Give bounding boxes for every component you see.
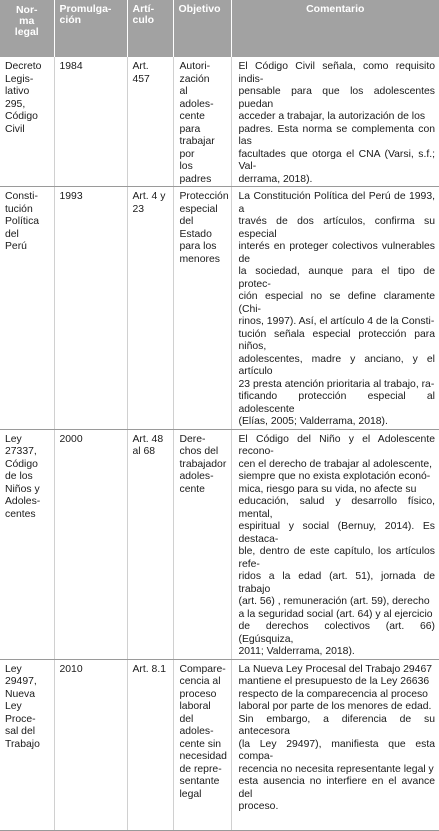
cell-promulgacion — [54, 659, 127, 830]
cell-comentario-line: La Constitución Política del Perú de 1993, a — [238, 191, 435, 215]
cell-promulgacion-value: 1993 — [59, 191, 83, 202]
cell-objetivo-line: menores — [179, 253, 220, 265]
cell-comentario-line: (art. 56) , remuneración (art. 59), derecho — [238, 596, 430, 607]
cell-objetivo-line: adoles- — [179, 726, 214, 737]
table-row — [0, 429, 439, 659]
cell-norma-legal-line: Niños y — [5, 483, 40, 495]
cell-norma-legal-line: Civil — [5, 123, 25, 135]
cell-norma-legal-line: del — [5, 228, 19, 240]
cell-norma-legal-line: Ley — [5, 433, 22, 445]
cell-norma-legal-line: Nueva — [5, 688, 36, 700]
header-promulgacion-line: ción — [59, 14, 82, 26]
cell-norma-legal — [0, 187, 54, 430]
cell-comentario-line: acceder a trabajar, la autorización de los — [238, 111, 426, 122]
cell-comentario-line: Sin embargo, a diferencia de su antecesora — [238, 713, 435, 737]
cell-comentario-line: mica, riesgo para su vida, no afecte su — [238, 483, 417, 495]
cell-comentario-line: la sociedad, aunque para el tipo de protec- — [238, 266, 435, 290]
cell-norma-legal-line: Código — [5, 111, 38, 122]
cell-articulo-line: 23 — [132, 203, 145, 215]
cell-comentario-line: El Código Civil señala, como requisito indis- — [238, 61, 435, 85]
cell-comentario-line: 2011; Valderrama, 2018). — [238, 646, 355, 657]
cell-norma-legal-line: 29497, — [5, 676, 37, 687]
cell-objetivo — [173, 429, 231, 659]
cell-norma-legal-line: Consti- — [5, 191, 38, 202]
cell-articulo-line: Art. 8.1 — [132, 663, 166, 675]
cell-objetivo-line: cente sin — [179, 738, 222, 750]
cell-objetivo-line: Protección — [179, 191, 229, 202]
cell-norma-legal-line: Decreto — [5, 61, 42, 72]
table-header-row — [0, 0, 439, 57]
cell-comentario-line: esta ausencia no interfiere en el avance del — [238, 776, 435, 800]
cell-norma-legal-line: Política — [5, 216, 40, 227]
header-objetivo-label: Objetivo — [178, 3, 221, 15]
cell-promulgacion-value: 1984 — [59, 61, 83, 72]
cell-objetivo-line: Compare- — [179, 663, 226, 675]
cell-norma-legal-line: tución — [5, 203, 33, 215]
cell-objetivo-line: especial — [179, 203, 218, 215]
cell-objetivo-line: laboral del — [179, 701, 211, 725]
cell-objetivo-line: cencia al — [179, 676, 221, 687]
cell-promulgacion-value: 2010 — [59, 663, 83, 675]
cell-promulgacion — [54, 57, 127, 187]
table-row — [0, 659, 439, 830]
cell-objetivo-line: adoles- — [179, 98, 214, 110]
cell-objetivo-line: legal — [179, 788, 202, 800]
cell-objetivo-line: Autori- — [179, 61, 211, 72]
header-articulo-line: culo — [132, 14, 155, 26]
cell-norma-legal-line: Ley — [5, 663, 22, 675]
cell-comentario-line: recencia no necesita representante legal y — [238, 763, 434, 775]
cell-objetivo-line: Dere- — [179, 433, 206, 445]
cell-norma-legal-line: Perú — [5, 241, 27, 252]
cell-norma-legal-line: Código — [5, 458, 38, 470]
header-comentario — [231, 0, 439, 57]
cell-norma-legal-line: Ley — [5, 701, 22, 712]
header-promulgacion — [54, 0, 127, 57]
cell-articulo-line: Art. — [132, 61, 149, 72]
cell-norma-legal — [0, 57, 54, 187]
cell-comentario-line: respecto de la comparecencia al proceso — [238, 688, 428, 700]
cell-objetivo-line: trabajador — [179, 458, 227, 470]
cell-comentario-line: ridos a la edad (art. 51), jornada de trabajo — [238, 571, 435, 595]
cell-comentario-line: rinos, 1997). Así, el artículo 4 de la Consti- — [238, 316, 435, 327]
cell-comentario-line: adolescentes, madre y anciano, y el artículo — [238, 353, 435, 377]
cell-comentario-line: mantiene el presupuesto de la Ley 26636 — [238, 676, 430, 687]
header-objetivo — [173, 0, 231, 57]
cell-norma-legal-line: centes — [5, 508, 36, 520]
cell-norma-legal-line: Trabajo — [5, 738, 40, 750]
cell-norma-legal-line: Adoles- — [5, 496, 41, 507]
header-norma-legal-line: Nor- — [15, 4, 38, 16]
header-articulo-line: Artí- — [132, 3, 155, 15]
cell-comentario-line: de derechos colectivos (art. 66) (Egúsquiza, — [238, 621, 435, 645]
cell-comentario-line: ble, dentro de este capítulo, los artículos refe- — [238, 546, 435, 570]
cell-articulo-line: al 68 — [132, 446, 156, 457]
cell-comentario-line: (la Ley 29497), manifiesta que esta compa- — [238, 738, 435, 762]
cell-norma-legal-line: sal del — [5, 726, 36, 737]
cell-promulgacion-value: 2000 — [59, 433, 83, 445]
table-row — [0, 57, 439, 187]
cell-objetivo-line: los padres — [179, 161, 212, 185]
cell-comentario — [231, 57, 439, 187]
header-articulo — [127, 0, 173, 57]
cell-objetivo — [173, 57, 231, 187]
header-norma-legal — [0, 0, 54, 57]
cell-promulgacion — [54, 429, 127, 659]
header-norma-legal-line: ma — [19, 15, 35, 27]
cell-objetivo — [173, 187, 231, 430]
cell-objetivo-line: zación — [179, 73, 210, 85]
cell-articulo — [127, 57, 173, 187]
cell-comentario — [231, 429, 439, 659]
cell-norma-legal-line: lativo — [5, 86, 30, 97]
cell-objetivo-line: proceso — [179, 688, 217, 700]
table-row — [0, 187, 439, 430]
cell-comentario — [231, 659, 439, 830]
cell-comentario-line: espiritual y social (Bernuy, 2014). Es destaca- — [238, 521, 435, 545]
cell-articulo-line: 457 — [132, 73, 150, 85]
cell-comentario-line: interés en proteger colectivos vulnerables de — [238, 241, 435, 265]
cell-objetivo-line: de repre- — [179, 763, 222, 775]
cell-norma-legal-line: 295, — [5, 98, 26, 110]
cell-norma-legal — [0, 659, 54, 830]
cell-comentario-line: proceso. — [238, 801, 279, 812]
cell-comentario-line: educación, salud y desarrollo físico, mental, — [238, 496, 435, 520]
cell-objetivo-line: del Estado — [179, 216, 212, 240]
cell-comentario-line: siempre que no exista explotación econó- — [238, 471, 431, 482]
cell-articulo — [127, 659, 173, 830]
header-promulgacion-line: Promulga- — [59, 3, 112, 15]
cell-articulo — [127, 429, 173, 659]
cell-comentario-line: padres. Esta norma se complementa con las — [238, 123, 435, 147]
cell-comentario-line: través de dos artículos, confirma su especial — [238, 216, 435, 240]
cell-norma-legal-line: de los — [5, 471, 33, 482]
cell-articulo — [127, 187, 173, 430]
cell-objetivo-line: adoles- — [179, 471, 214, 482]
header-norma-legal-line: legal — [14, 26, 39, 38]
cell-promulgacion — [54, 187, 127, 430]
cell-comentario-line: cen el derecho de trabajar al adolescente, — [238, 458, 433, 470]
cell-comentario — [231, 187, 439, 430]
cell-comentario-line: tución señala especial protección para niños, — [238, 328, 435, 352]
cell-norma-legal-line: Proce- — [5, 713, 36, 725]
cell-comentario-line: La Nueva Ley Procesal del Trabajo 29467 — [238, 663, 433, 675]
cell-norma-legal — [0, 429, 54, 659]
cell-comentario-line: 23 presta atención prioritaria al trabajo, ra- — [238, 378, 435, 390]
header-comentario-label: Comentario — [306, 3, 365, 15]
cell-comentario-line: El Código del Niño y el Adolescente recono- — [238, 433, 435, 457]
cell-articulo-line: Art. 48 — [132, 433, 164, 445]
cell-objetivo — [173, 659, 231, 830]
cell-objetivo-line: sentante — [179, 776, 220, 787]
table-body — [0, 57, 439, 830]
cell-comentario-line: pensable para que los adolescentes puedan — [238, 86, 435, 110]
cell-norma-legal-line: 27337, — [5, 446, 37, 457]
cell-comentario-line: derrama, 2018). — [238, 173, 313, 185]
cell-objetivo-line: al — [179, 86, 188, 97]
cell-objetivo-line: para los — [179, 241, 217, 252]
cell-articulo-line: Art. 4 y — [132, 191, 166, 202]
cell-comentario-line: tificando protección especial al adolescente — [238, 391, 435, 415]
cell-comentario-line: (Elías, 2005; Valderrama, 2018). — [238, 416, 388, 427]
cell-objetivo-line: trabajar por — [179, 136, 215, 160]
cell-objetivo-line: cente para — [179, 111, 205, 135]
cell-comentario-line: ción especial no se define claramente (Chi- — [238, 291, 435, 315]
cell-objetivo-line: necesidad — [179, 751, 227, 762]
cell-objetivo-line: chos del — [179, 446, 219, 457]
cell-objetivo-line: cente — [179, 483, 205, 495]
cell-comentario-line: laboral por parte de los menores de edad. — [238, 701, 432, 712]
cell-norma-legal-line: Legis- — [5, 73, 34, 85]
cell-comentario-line: facultades que otorga el CNA (Varsi, s.f.; Val- — [238, 148, 435, 172]
cell-comentario-line: a la seguridad social (art. 64) y al ejercicio — [238, 608, 433, 620]
